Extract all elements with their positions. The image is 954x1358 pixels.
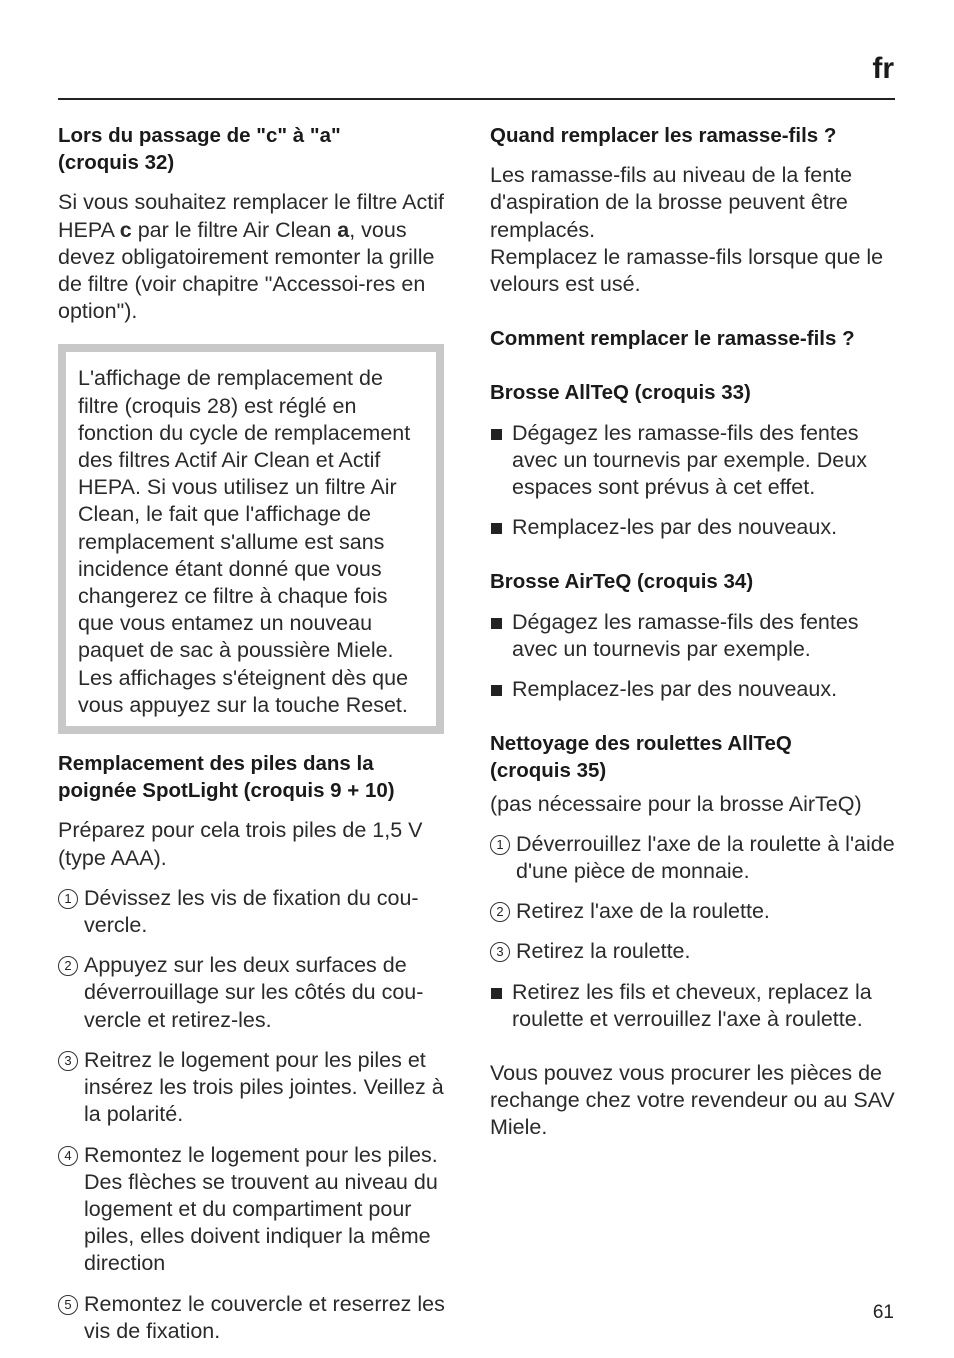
step-number-icon: 4 xyxy=(58,1146,78,1166)
section-title-batteries xyxy=(58,750,464,804)
list-item xyxy=(490,609,896,663)
step-number-icon: 2 xyxy=(490,902,510,922)
list-item xyxy=(490,676,896,703)
title-line-1: Lors du passage de "c" à "a" xyxy=(58,124,341,147)
step-text: Remontez le logement pour les piles. Des flèches se trouvent au niveau du logement et du compartiment pour piles, elles doivent indiquer la même direction xyxy=(84,1142,438,1276)
title-line-1: Nettoyage des roulettes AllTeQ xyxy=(490,732,792,756)
text-run: Si vous souhaitez remplacer le filtre Actif HEPA xyxy=(58,190,444,242)
step-item xyxy=(490,831,896,885)
step-text: Appuyez sur les deux surfaces de déverrouillage sur les côtés du cou-vercle et retirez-les. xyxy=(84,953,424,1032)
section-title-how-replace: Comment remplacer le ramasse-fils ? xyxy=(490,327,855,351)
section-title-when-replace: Quand remplacer les ramasse-fils ? xyxy=(490,124,837,147)
bullet-square-icon xyxy=(490,979,512,1006)
step-text: Reitrez le logement pour les piles et insérez les trois piles jointes. Veillez à la polarité. xyxy=(84,1047,444,1127)
step-number-icon: 3 xyxy=(490,942,510,962)
step-number-icon: 5 xyxy=(58,1295,78,1315)
list-item xyxy=(490,420,896,502)
filter-letter-c: c xyxy=(119,217,132,242)
batteries-intro: Préparez pour cela trois piles de 1,5 V (type AAA). xyxy=(58,818,423,870)
list-item xyxy=(490,514,896,541)
page-number: 61 xyxy=(872,1302,894,1323)
section-title-allteq: Brosse AllTeQ (croquis 33) xyxy=(490,381,751,405)
list-item-text: Dégagez les ramasse-fils des fentes avec un tournevis par exemple. Deux espaces sont prévus à cet effet. xyxy=(512,420,867,500)
step-item xyxy=(58,1291,464,1345)
list-item-text: Remplacez-les par des nouveaux. xyxy=(512,677,838,702)
left-column xyxy=(58,122,464,1358)
step-number-icon: 3 xyxy=(58,1051,78,1071)
step-item xyxy=(490,898,896,925)
note-box xyxy=(58,344,444,734)
step-text: Remontez le couvercle et reserrez les vis de fixation. xyxy=(84,1291,445,1343)
header-rule xyxy=(58,98,895,100)
title-line-2: (croquis 32) xyxy=(58,151,175,175)
step-text: Retirez l'axe de la roulette. xyxy=(516,899,770,924)
language-marker: fr xyxy=(872,52,894,85)
right-column xyxy=(490,122,896,1142)
filter-letter-a: a xyxy=(337,217,350,242)
title-line-1: Remplacement des piles dans la xyxy=(58,752,374,776)
list-item-text: Remplacez-les par des nouveaux. xyxy=(512,515,838,540)
section-title-wheels xyxy=(490,730,896,784)
list-item-text: Retirez les fils et cheveux, replacez la roulette et verrouillez l'axe à roulette. xyxy=(512,979,872,1031)
when-replace-text-1: Les ramasse-fils au niveau de la fente d'aspiration de la brosse peuvent être remplacés. xyxy=(490,163,853,242)
wheel-steps-list xyxy=(490,831,896,979)
battery-steps-list xyxy=(58,885,464,1358)
step-item xyxy=(58,952,464,1034)
section-title-airteq: Brosse AirTeQ (croquis 34) xyxy=(490,570,754,594)
list-item-text: Dégagez les ramasse-fils des fentes avec un tournevis par exemple. xyxy=(512,609,859,661)
step-text: Dévissez les vis de fixation du cou-vercle. xyxy=(84,885,419,938)
step-item xyxy=(58,885,464,939)
step-text: Déverrouillez l'axe de la roulette à l'aide d'une pièce de monnaie. xyxy=(516,831,895,884)
note-text: L'affichage de remplacement de filtre (croquis 28) est réglé en fonction du cycle de remplacement des filtres Actif Air Clean et Actif HEPA. Si vous utilisez un filtre Air Clean, le fait que l'affichage de remplacement s'allume est sans incidence étant donné que vous changerez ce filtre à chaque fois que vous entamez un nouveau paquet de sac à poussière Miele. Les affichages s'éteignent dès que vous appuyez sur la touche Reset. xyxy=(78,366,411,717)
step-item xyxy=(58,1142,464,1278)
bullet-square-icon xyxy=(490,420,512,447)
when-replace-text-2: Remplacez le ramasse-fils lorsque que le velours est usé. xyxy=(490,244,884,297)
closing-text: Vous pouvez vous procurer les pièces de rechange chez votre revendeur ou au SAV Miele. xyxy=(490,1061,895,1140)
paragraph-filter-replacement xyxy=(58,189,464,325)
text-run: par le filtre Air Clean xyxy=(131,217,338,242)
bullet-square-icon xyxy=(490,676,512,703)
title-line-2: (croquis 35) xyxy=(490,759,607,783)
step-number-icon: 1 xyxy=(490,835,510,855)
step-number-icon: 2 xyxy=(58,956,78,976)
step-text: Retirez la roulette. xyxy=(516,939,691,964)
bullet-square-icon xyxy=(490,514,512,541)
wheels-note: (pas nécessaire pour la brosse AirTeQ) xyxy=(490,791,862,816)
step-item xyxy=(490,938,896,965)
title-line-2: poignée SpotLight (croquis 9 + 10) xyxy=(58,779,395,803)
bullet-square-icon xyxy=(490,609,512,636)
section-title-c-to-a xyxy=(58,122,464,176)
text-run: , vous devez obligatoirement remonter la grille de filtre (voir chapitre "Accessoi-res en option"). xyxy=(58,217,435,324)
list-item xyxy=(490,979,896,1033)
step-item xyxy=(58,1047,464,1129)
step-number-icon: 1 xyxy=(58,889,78,909)
